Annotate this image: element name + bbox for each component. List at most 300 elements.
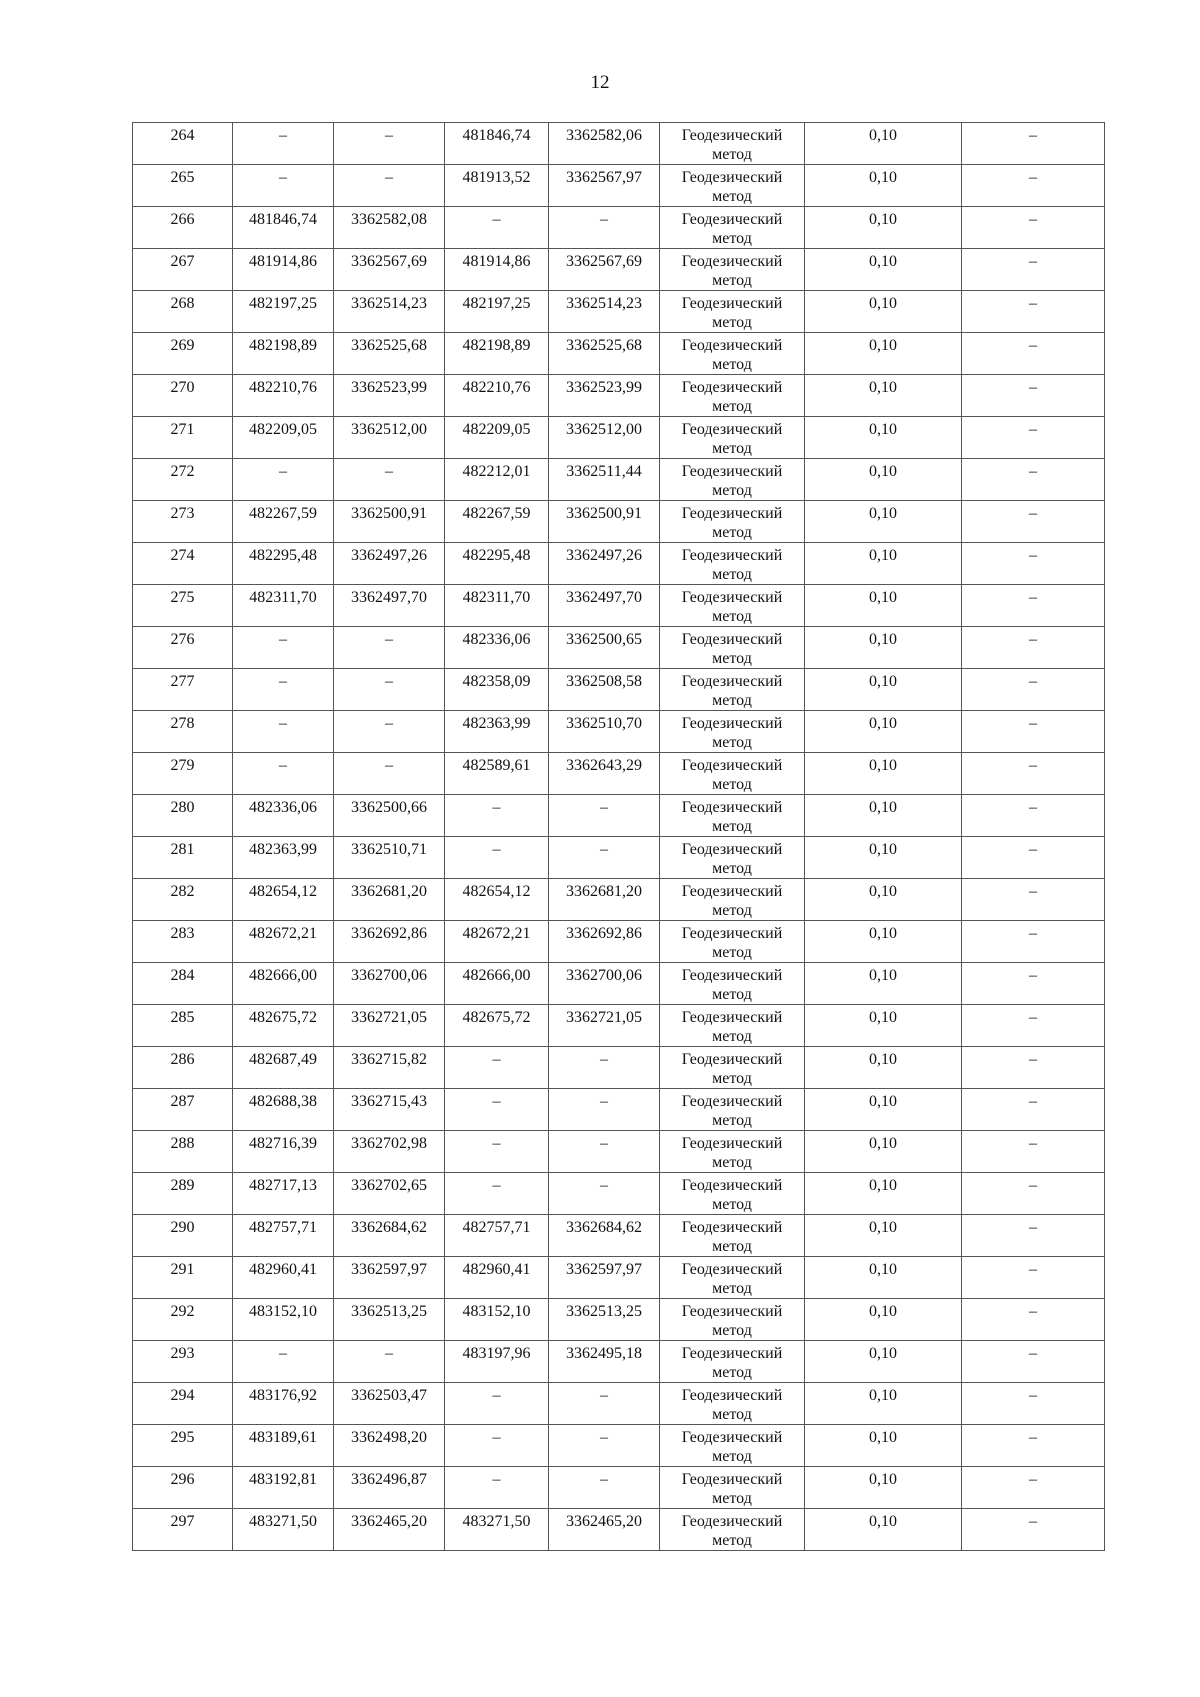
method-cell: Геодезический метод (660, 585, 805, 627)
existing-y-cell: 3362514,23 (334, 291, 445, 333)
note-cell: – (962, 1467, 1105, 1509)
table-row (133, 1089, 1105, 1131)
table-row (133, 1425, 1105, 1467)
refined-y-cell: – (549, 1467, 660, 1509)
note-cell: – (962, 1047, 1105, 1089)
existing-x-cell: – (233, 627, 334, 669)
table-row (133, 291, 1105, 333)
method-cell: Геодезический метод (660, 1257, 805, 1299)
refined-x-cell: – (445, 1425, 549, 1467)
existing-y-cell: 3362721,05 (334, 1005, 445, 1047)
existing-x-cell: 482197,25 (233, 291, 334, 333)
accuracy-cell: 0,10 (805, 1299, 962, 1341)
point-number-cell: 272 (133, 459, 233, 501)
refined-x-cell: – (445, 1131, 549, 1173)
existing-x-cell: – (233, 123, 334, 165)
method-cell: Геодезический метод (660, 501, 805, 543)
table-row (133, 1383, 1105, 1425)
refined-x-cell: 482666,00 (445, 963, 549, 1005)
table-row (133, 837, 1105, 879)
table-row (133, 753, 1105, 795)
refined-x-cell: 482311,70 (445, 585, 549, 627)
refined-y-cell: 3362497,26 (549, 543, 660, 585)
existing-x-cell: 482336,06 (233, 795, 334, 837)
refined-x-cell: 482654,12 (445, 879, 549, 921)
method-cell: Геодезический метод (660, 879, 805, 921)
refined-x-cell: – (445, 837, 549, 879)
existing-x-cell: 483152,10 (233, 1299, 334, 1341)
existing-y-cell: 3362700,06 (334, 963, 445, 1005)
method-cell: Геодезический метод (660, 837, 805, 879)
refined-x-cell: 482358,09 (445, 669, 549, 711)
note-cell: – (962, 1215, 1105, 1257)
coordinates-table (132, 122, 1105, 1551)
existing-x-cell: 482295,48 (233, 543, 334, 585)
table-row (133, 207, 1105, 249)
existing-x-cell: 482363,99 (233, 837, 334, 879)
refined-x-cell: 482197,25 (445, 291, 549, 333)
existing-y-cell: – (334, 123, 445, 165)
table-row (133, 585, 1105, 627)
method-cell: Геодезический метод (660, 249, 805, 291)
note-cell: – (962, 1005, 1105, 1047)
refined-y-cell: 3362510,70 (549, 711, 660, 753)
existing-y-cell: 3362500,66 (334, 795, 445, 837)
existing-x-cell: 482210,76 (233, 375, 334, 417)
refined-y-cell: 3362497,70 (549, 585, 660, 627)
refined-x-cell: – (445, 1383, 549, 1425)
point-number-cell: 270 (133, 375, 233, 417)
table-row (133, 1299, 1105, 1341)
method-cell: Геодезический метод (660, 711, 805, 753)
refined-x-cell: – (445, 795, 549, 837)
table-row (133, 627, 1105, 669)
existing-y-cell: 3362582,08 (334, 207, 445, 249)
point-number-cell: 293 (133, 1341, 233, 1383)
accuracy-cell: 0,10 (805, 669, 962, 711)
accuracy-cell: 0,10 (805, 1341, 962, 1383)
refined-y-cell: – (549, 795, 660, 837)
point-number-cell: 276 (133, 627, 233, 669)
accuracy-cell: 0,10 (805, 585, 962, 627)
accuracy-cell: 0,10 (805, 1173, 962, 1215)
method-cell: Геодезический метод (660, 669, 805, 711)
table-row (133, 1467, 1105, 1509)
method-cell: Геодезический метод (660, 291, 805, 333)
note-cell: – (962, 627, 1105, 669)
existing-y-cell: 3362503,47 (334, 1383, 445, 1425)
method-cell: Геодезический метод (660, 1299, 805, 1341)
point-number-cell: 282 (133, 879, 233, 921)
refined-y-cell: 3362508,58 (549, 669, 660, 711)
accuracy-cell: 0,10 (805, 879, 962, 921)
existing-x-cell: – (233, 459, 334, 501)
method-cell: Геодезический метод (660, 1383, 805, 1425)
point-number-cell: 278 (133, 711, 233, 753)
method-cell: Геодезический метод (660, 543, 805, 585)
refined-x-cell: – (445, 207, 549, 249)
table-row (133, 543, 1105, 585)
existing-x-cell: 482654,12 (233, 879, 334, 921)
refined-x-cell: 482212,01 (445, 459, 549, 501)
accuracy-cell: 0,10 (805, 207, 962, 249)
refined-y-cell: 3362523,99 (549, 375, 660, 417)
note-cell: – (962, 1173, 1105, 1215)
refined-y-cell: 3362582,06 (549, 123, 660, 165)
table-row (133, 165, 1105, 207)
existing-y-cell: 3362715,82 (334, 1047, 445, 1089)
note-cell: – (962, 879, 1105, 921)
refined-y-cell: – (549, 1425, 660, 1467)
point-number-cell: 266 (133, 207, 233, 249)
existing-y-cell: – (334, 669, 445, 711)
refined-y-cell: – (549, 1047, 660, 1089)
existing-y-cell: 3362510,71 (334, 837, 445, 879)
refined-y-cell: 3362512,00 (549, 417, 660, 459)
point-number-cell: 265 (133, 165, 233, 207)
point-number-cell: 296 (133, 1467, 233, 1509)
accuracy-cell: 0,10 (805, 753, 962, 795)
refined-y-cell: 3362495,18 (549, 1341, 660, 1383)
note-cell: – (962, 795, 1105, 837)
refined-y-cell: 3362692,86 (549, 921, 660, 963)
refined-x-cell: 482295,48 (445, 543, 549, 585)
method-cell: Геодезический метод (660, 375, 805, 417)
point-number-cell: 274 (133, 543, 233, 585)
existing-y-cell: 3362715,43 (334, 1089, 445, 1131)
existing-x-cell: 482672,21 (233, 921, 334, 963)
existing-y-cell: 3362567,69 (334, 249, 445, 291)
refined-x-cell: 482589,61 (445, 753, 549, 795)
point-number-cell: 292 (133, 1299, 233, 1341)
existing-x-cell: 482198,89 (233, 333, 334, 375)
refined-y-cell: 3362597,97 (549, 1257, 660, 1299)
method-cell: Геодезический метод (660, 1173, 805, 1215)
method-cell: Геодезический метод (660, 795, 805, 837)
method-cell: Геодезический метод (660, 963, 805, 1005)
accuracy-cell: 0,10 (805, 837, 962, 879)
method-cell: Геодезический метод (660, 417, 805, 459)
note-cell: – (962, 123, 1105, 165)
point-number-cell: 264 (133, 123, 233, 165)
existing-y-cell: – (334, 627, 445, 669)
method-cell: Геодезический метод (660, 1089, 805, 1131)
refined-x-cell: 481846,74 (445, 123, 549, 165)
note-cell: – (962, 585, 1105, 627)
note-cell: – (962, 1383, 1105, 1425)
point-number-cell: 286 (133, 1047, 233, 1089)
note-cell: – (962, 753, 1105, 795)
refined-y-cell: 3362513,25 (549, 1299, 660, 1341)
existing-y-cell: – (334, 711, 445, 753)
method-cell: Геодезический метод (660, 1467, 805, 1509)
accuracy-cell: 0,10 (805, 1131, 962, 1173)
accuracy-cell: 0,10 (805, 1509, 962, 1551)
table-row (133, 1173, 1105, 1215)
accuracy-cell: 0,10 (805, 1005, 962, 1047)
existing-x-cell: – (233, 711, 334, 753)
refined-y-cell: 3362465,20 (549, 1509, 660, 1551)
note-cell: – (962, 837, 1105, 879)
note-cell: – (962, 543, 1105, 585)
existing-x-cell: – (233, 753, 334, 795)
table-row (133, 1215, 1105, 1257)
point-number-cell: 271 (133, 417, 233, 459)
existing-x-cell: 481914,86 (233, 249, 334, 291)
point-number-cell: 277 (133, 669, 233, 711)
existing-y-cell: 3362497,70 (334, 585, 445, 627)
table-row (133, 1131, 1105, 1173)
table-row (133, 501, 1105, 543)
refined-y-cell: 3362525,68 (549, 333, 660, 375)
method-cell: Геодезический метод (660, 921, 805, 963)
point-number-cell: 291 (133, 1257, 233, 1299)
refined-y-cell: – (549, 1131, 660, 1173)
point-number-cell: 273 (133, 501, 233, 543)
accuracy-cell: 0,10 (805, 1425, 962, 1467)
existing-y-cell: 3362525,68 (334, 333, 445, 375)
existing-y-cell: 3362597,97 (334, 1257, 445, 1299)
existing-y-cell: 3362702,65 (334, 1173, 445, 1215)
table-row (133, 123, 1105, 165)
existing-y-cell: 3362465,20 (334, 1509, 445, 1551)
point-number-cell: 294 (133, 1383, 233, 1425)
note-cell: – (962, 963, 1105, 1005)
existing-x-cell: 482717,13 (233, 1173, 334, 1215)
point-number-cell: 275 (133, 585, 233, 627)
table-row (133, 375, 1105, 417)
point-number-cell: 297 (133, 1509, 233, 1551)
refined-x-cell: 482336,06 (445, 627, 549, 669)
existing-x-cell: 483189,61 (233, 1425, 334, 1467)
point-number-cell: 284 (133, 963, 233, 1005)
accuracy-cell: 0,10 (805, 291, 962, 333)
existing-x-cell: 481846,74 (233, 207, 334, 249)
existing-x-cell: 482311,70 (233, 585, 334, 627)
existing-x-cell: 482687,49 (233, 1047, 334, 1089)
note-cell: – (962, 1089, 1105, 1131)
refined-x-cell: 482267,59 (445, 501, 549, 543)
accuracy-cell: 0,10 (805, 921, 962, 963)
existing-y-cell: – (334, 459, 445, 501)
method-cell: Геодезический метод (660, 1509, 805, 1551)
accuracy-cell: 0,10 (805, 1383, 962, 1425)
note-cell: – (962, 249, 1105, 291)
table-row (133, 459, 1105, 501)
method-cell: Геодезический метод (660, 753, 805, 795)
accuracy-cell: 0,10 (805, 501, 962, 543)
refined-y-cell: 3362500,65 (549, 627, 660, 669)
refined-x-cell: – (445, 1467, 549, 1509)
accuracy-cell: 0,10 (805, 711, 962, 753)
accuracy-cell: 0,10 (805, 1089, 962, 1131)
accuracy-cell: 0,10 (805, 249, 962, 291)
existing-y-cell: – (334, 165, 445, 207)
refined-y-cell: 3362500,91 (549, 501, 660, 543)
note-cell: – (962, 1509, 1105, 1551)
refined-x-cell: – (445, 1047, 549, 1089)
table-row (133, 1005, 1105, 1047)
existing-y-cell: – (334, 753, 445, 795)
accuracy-cell: 0,10 (805, 1467, 962, 1509)
refined-x-cell: 481914,86 (445, 249, 549, 291)
accuracy-cell: 0,10 (805, 1257, 962, 1299)
accuracy-cell: 0,10 (805, 333, 962, 375)
accuracy-cell: 0,10 (805, 1047, 962, 1089)
refined-x-cell: 483271,50 (445, 1509, 549, 1551)
point-number-cell: 290 (133, 1215, 233, 1257)
method-cell: Геодезический метод (660, 1047, 805, 1089)
note-cell: – (962, 375, 1105, 417)
accuracy-cell: 0,10 (805, 795, 962, 837)
existing-y-cell: 3362500,91 (334, 501, 445, 543)
point-number-cell: 269 (133, 333, 233, 375)
method-cell: Геодезический метод (660, 1005, 805, 1047)
method-cell: Геодезический метод (660, 165, 805, 207)
existing-x-cell: 483271,50 (233, 1509, 334, 1551)
refined-x-cell: 482960,41 (445, 1257, 549, 1299)
existing-y-cell: – (334, 1341, 445, 1383)
existing-x-cell: 482675,72 (233, 1005, 334, 1047)
table-row (133, 921, 1105, 963)
table-row (133, 795, 1105, 837)
accuracy-cell: 0,10 (805, 963, 962, 1005)
existing-x-cell: – (233, 1341, 334, 1383)
existing-y-cell: 3362498,20 (334, 1425, 445, 1467)
accuracy-cell: 0,10 (805, 165, 962, 207)
refined-x-cell: 483152,10 (445, 1299, 549, 1341)
method-cell: Геодезический метод (660, 123, 805, 165)
refined-x-cell: 482209,05 (445, 417, 549, 459)
point-number-cell: 281 (133, 837, 233, 879)
table-row (133, 333, 1105, 375)
point-number-cell: 287 (133, 1089, 233, 1131)
refined-x-cell: 482198,89 (445, 333, 549, 375)
existing-y-cell: 3362523,99 (334, 375, 445, 417)
note-cell: – (962, 1299, 1105, 1341)
existing-x-cell: 482716,39 (233, 1131, 334, 1173)
refined-y-cell: 3362684,62 (549, 1215, 660, 1257)
refined-y-cell: 3362511,44 (549, 459, 660, 501)
method-cell: Геодезический метод (660, 207, 805, 249)
refined-x-cell: 482757,71 (445, 1215, 549, 1257)
refined-y-cell: – (549, 1173, 660, 1215)
existing-y-cell: 3362496,87 (334, 1467, 445, 1509)
table-row (133, 1509, 1105, 1551)
refined-y-cell: – (549, 837, 660, 879)
existing-x-cell: 482757,71 (233, 1215, 334, 1257)
point-number-cell: 285 (133, 1005, 233, 1047)
page-number: 12 (590, 72, 610, 93)
existing-y-cell: 3362692,86 (334, 921, 445, 963)
existing-y-cell: 3362497,26 (334, 543, 445, 585)
accuracy-cell: 0,10 (805, 627, 962, 669)
method-cell: Геодезический метод (660, 1341, 805, 1383)
table-row (133, 1257, 1105, 1299)
note-cell: – (962, 417, 1105, 459)
point-number-cell: 283 (133, 921, 233, 963)
table-row (133, 879, 1105, 921)
table-row (133, 417, 1105, 459)
existing-x-cell: 482688,38 (233, 1089, 334, 1131)
existing-y-cell: 3362513,25 (334, 1299, 445, 1341)
refined-y-cell: 3362681,20 (549, 879, 660, 921)
refined-y-cell: 3362721,05 (549, 1005, 660, 1047)
accuracy-cell: 0,10 (805, 459, 962, 501)
method-cell: Геодезический метод (660, 1215, 805, 1257)
note-cell: – (962, 1257, 1105, 1299)
refined-x-cell: – (445, 1173, 549, 1215)
refined-y-cell: 3362514,23 (549, 291, 660, 333)
table-row (133, 1047, 1105, 1089)
point-number-cell: 268 (133, 291, 233, 333)
method-cell: Геодезический метод (660, 333, 805, 375)
existing-x-cell: 482666,00 (233, 963, 334, 1005)
accuracy-cell: 0,10 (805, 375, 962, 417)
table-body (133, 123, 1105, 1551)
note-cell: – (962, 711, 1105, 753)
note-cell: – (962, 207, 1105, 249)
note-cell: – (962, 669, 1105, 711)
refined-y-cell: 3362567,97 (549, 165, 660, 207)
note-cell: – (962, 1425, 1105, 1467)
existing-y-cell: 3362681,20 (334, 879, 445, 921)
point-number-cell: 267 (133, 249, 233, 291)
refined-y-cell: – (549, 1089, 660, 1131)
note-cell: – (962, 921, 1105, 963)
existing-x-cell: – (233, 165, 334, 207)
table-row (133, 669, 1105, 711)
table-row (133, 963, 1105, 1005)
refined-y-cell: 3362643,29 (549, 753, 660, 795)
refined-x-cell: 482210,76 (445, 375, 549, 417)
method-cell: Геодезический метод (660, 459, 805, 501)
refined-y-cell: – (549, 207, 660, 249)
note-cell: – (962, 1341, 1105, 1383)
table-row (133, 249, 1105, 291)
existing-x-cell: 483192,81 (233, 1467, 334, 1509)
note-cell: – (962, 333, 1105, 375)
refined-y-cell: 3362567,69 (549, 249, 660, 291)
refined-y-cell: – (549, 1383, 660, 1425)
accuracy-cell: 0,10 (805, 417, 962, 459)
note-cell: – (962, 501, 1105, 543)
existing-x-cell: 482960,41 (233, 1257, 334, 1299)
point-number-cell: 289 (133, 1173, 233, 1215)
method-cell: Геодезический метод (660, 1131, 805, 1173)
existing-x-cell: 483176,92 (233, 1383, 334, 1425)
point-number-cell: 288 (133, 1131, 233, 1173)
refined-x-cell: 482672,21 (445, 921, 549, 963)
method-cell: Геодезический метод (660, 1425, 805, 1467)
point-number-cell: 280 (133, 795, 233, 837)
point-number-cell: 279 (133, 753, 233, 795)
method-cell: Геодезический метод (660, 627, 805, 669)
note-cell: – (962, 1131, 1105, 1173)
note-cell: – (962, 291, 1105, 333)
table-row (133, 1341, 1105, 1383)
refined-y-cell: 3362700,06 (549, 963, 660, 1005)
note-cell: – (962, 165, 1105, 207)
point-number-cell: 295 (133, 1425, 233, 1467)
refined-x-cell: 481913,52 (445, 165, 549, 207)
accuracy-cell: 0,10 (805, 1215, 962, 1257)
existing-y-cell: 3362684,62 (334, 1215, 445, 1257)
refined-x-cell: 482675,72 (445, 1005, 549, 1047)
accuracy-cell: 0,10 (805, 543, 962, 585)
refined-x-cell: 483197,96 (445, 1341, 549, 1383)
existing-x-cell: 482267,59 (233, 501, 334, 543)
